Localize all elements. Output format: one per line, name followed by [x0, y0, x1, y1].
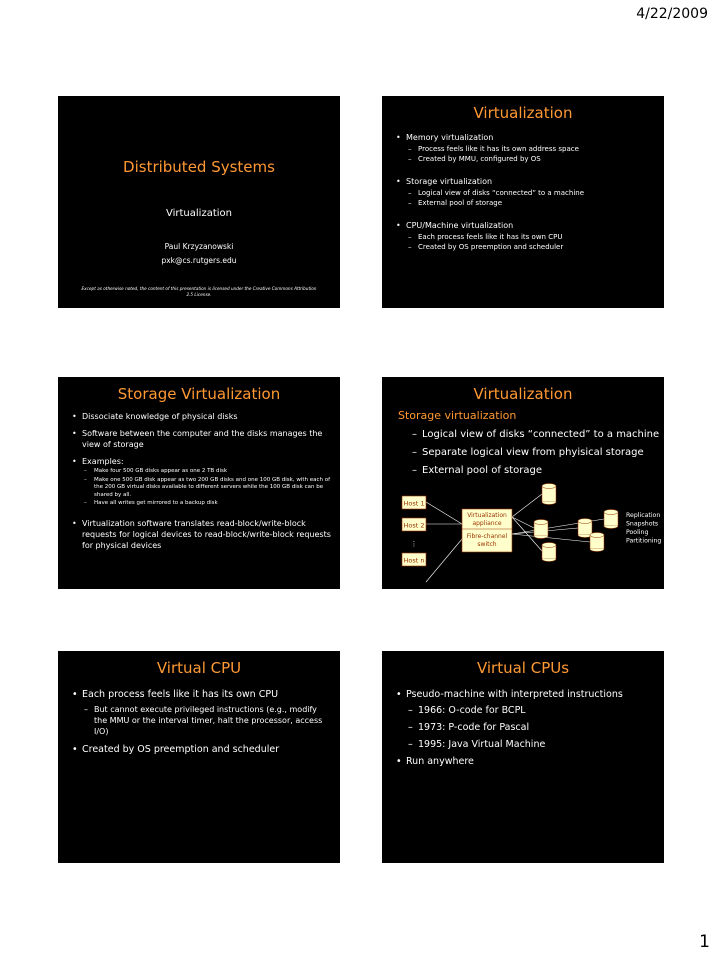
slide-title: Virtual CPU [156, 659, 242, 677]
slide-virtualization-storage [382, 377, 664, 589]
feature-label: Snapshots [626, 520, 659, 528]
author-email: pxk@cs.rutgers.edu [161, 256, 237, 265]
bullet-item: • Each process feels like it has its own CPU – But cannot execute privileged instructions (e.g., modify the MMU or the interval timer, halt the processor, access I/O) [70, 688, 332, 737]
sub-bullet: – Make one 500 GB disk appear as two 200 GB disks and one 100 GB disk, with each of the 200 GB virtual disks available to different servers while the 100 GB disk can be shared by all. [82, 477, 332, 500]
bullet-item: • Pseudo-machine with interpreted instructions – 1966: O-code for BCPL – 1973: P-code for Pascal – 1995: Java Virtual Machine [394, 688, 656, 751]
bullet-item: • CPU/Machine virtualization – Each process feels like it has its own CPU – Created by OS preemption and scheduler [394, 220, 656, 252]
sub-bullet: – Logical view of disks “connected” to a machine [406, 188, 656, 198]
host-label: Host n [403, 556, 425, 565]
feature-label: Partitioning [626, 537, 662, 545]
disk-icon [542, 543, 556, 562]
more-hosts: ⋮ [410, 540, 418, 548]
sub-bullet: – External pool of storage [406, 198, 656, 208]
bullet-item: • Memory virtualization – Process feels like it has its own address space – Created by MMU, configured by OS [394, 132, 656, 164]
slide-title: Virtualization [473, 104, 573, 122]
page-date: 4/22/2009 [636, 6, 708, 22]
page-number: 1 [699, 932, 710, 952]
sub-bullet: – Created by OS preemption and scheduler [406, 242, 656, 252]
slide-title: Virtual CPUs [476, 659, 570, 677]
slide-virtual-cpu [58, 651, 340, 863]
sub-bullet: – Process feels like it has its own address space [406, 144, 656, 154]
storage-diagram [382, 377, 664, 589]
sub-bullet: – But cannot execute privileged instructions (e.g., modify the MMU or the interval timer, halt the processor, access I/O) [82, 704, 332, 737]
host-label: Host 1 [403, 499, 425, 508]
slide-subtitle: Virtualization [166, 208, 232, 219]
sub-bullet: – Have all writes get mirrored to a backup disk [82, 500, 332, 508]
bullet-item: • Dissociate knowledge of physical disks [70, 411, 332, 422]
slide-storage-virtualization [58, 377, 340, 589]
bullet-item: • Virtualization software translates read-block/write-block requests for logical devices to read-block/write-block requests for physical devices [70, 518, 332, 551]
slide-subtitle: Storage virtualization [398, 409, 517, 422]
appliance-label: Virtualization [467, 512, 507, 519]
author-name: Paul Krzyzanowski [164, 242, 234, 251]
disk-icon [534, 520, 548, 539]
bullet-item: • Storage virtualization – Logical view of disks “connected” to a machine – External pool of storage [394, 176, 656, 208]
slide-virtualization [382, 96, 664, 308]
bullet-item: • Examples: – Make four 500 GB disks appear as one 2 TB disk – Make one 500 GB disk appear as two 200 GB disks and one 100 GB disk, with each of the 200 GB virtual disks available to different servers while the 100 GB disk can be shared by all. – Have all writes get mirrored to a backup disk [70, 456, 332, 508]
appliance-label: appliance [472, 520, 502, 527]
bullet-item: • Created by OS preemption and scheduler [70, 743, 332, 756]
sub-bullet: – Make four 500 GB disks appear as one 2 TB disk [82, 468, 332, 476]
sub-bullet: – Created by MMU, configured by OS [406, 154, 656, 164]
sub-bullet: – 1966: O-code for BCPL [406, 704, 656, 717]
sub-bullet: – 1973: P-code for Pascal [406, 721, 656, 734]
license-note: Except as otherwise noted, the content of this presentation is licensed under the Creative Commons Attribution 2.5 License. [81, 286, 317, 297]
sub-bullet: – Logical view of disks “connected” to a machine [412, 428, 660, 441]
slide-distributed-systems [58, 96, 340, 308]
sub-bullet: – Separate logical view from phyisical storage [412, 446, 660, 459]
sub-bullet: – External pool of storage [412, 464, 660, 477]
slide-title: Distributed Systems [123, 158, 275, 176]
bullet-item: • Software between the computer and the disks manages the view of storage [70, 428, 332, 450]
sub-bullet: – Each process feels like it has its own CPU [406, 232, 656, 242]
switch-label: Fibre-channel [466, 533, 508, 540]
slide-title: Storage Virtualization [117, 385, 281, 403]
bullet-item: • Run anywhere [394, 755, 656, 768]
disk-icon [604, 510, 618, 529]
host-label: Host 2 [403, 521, 425, 530]
feature-label: Pooling [626, 529, 649, 536]
disk-icon [590, 533, 604, 552]
feature-label: Replication [626, 512, 661, 519]
switch-label: switch [477, 541, 497, 548]
disk-icon [542, 484, 556, 505]
slide-title: Virtualization [473, 385, 573, 403]
sub-bullet: – 1995: Java Virtual Machine [406, 738, 656, 751]
slide-virtual-cpus [382, 651, 664, 863]
